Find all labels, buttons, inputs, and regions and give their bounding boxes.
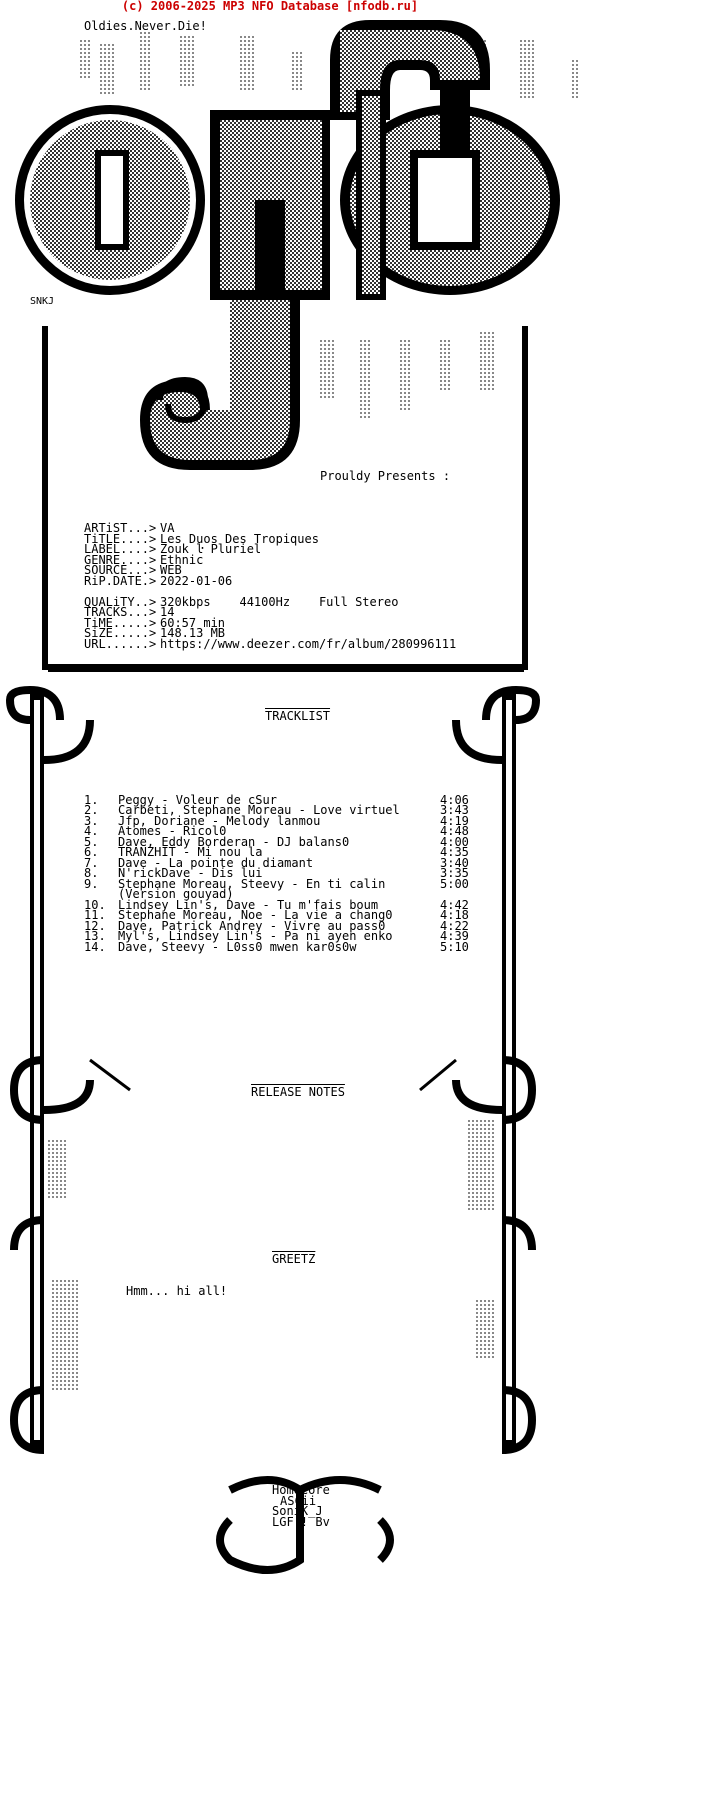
credit-line: ASCii bbox=[280, 1494, 317, 1508]
copyright-line: (c) 2006-2025 MP3 NFO Database [nfodb.ru] bbox=[121, 0, 419, 13]
credit-line: LGF ! Bv bbox=[272, 1515, 330, 1529]
presents-text: Prouldy Presents : bbox=[320, 469, 451, 483]
tracklist-title: TRACKLIST bbox=[265, 709, 331, 723]
album-url-link[interactable]: https://www.deezer.com/fr/album/280996111 bbox=[160, 637, 457, 651]
greetz-title: GREETZ bbox=[272, 1252, 316, 1266]
release-notes-title: RELEASE NOTES bbox=[251, 1085, 345, 1099]
right-vine bbox=[420, 690, 536, 1450]
greetz-text: Hmm... hi all! bbox=[126, 1284, 228, 1298]
left-vine bbox=[10, 690, 130, 1450]
logo-art bbox=[15, 20, 580, 470]
artist-tag: SNKJ bbox=[30, 296, 55, 307]
slogan: Oldies.Never.Die! bbox=[84, 19, 207, 33]
credit-line: HomeCore bbox=[272, 1483, 330, 1497]
credit-line: SoniK_J bbox=[272, 1504, 323, 1518]
